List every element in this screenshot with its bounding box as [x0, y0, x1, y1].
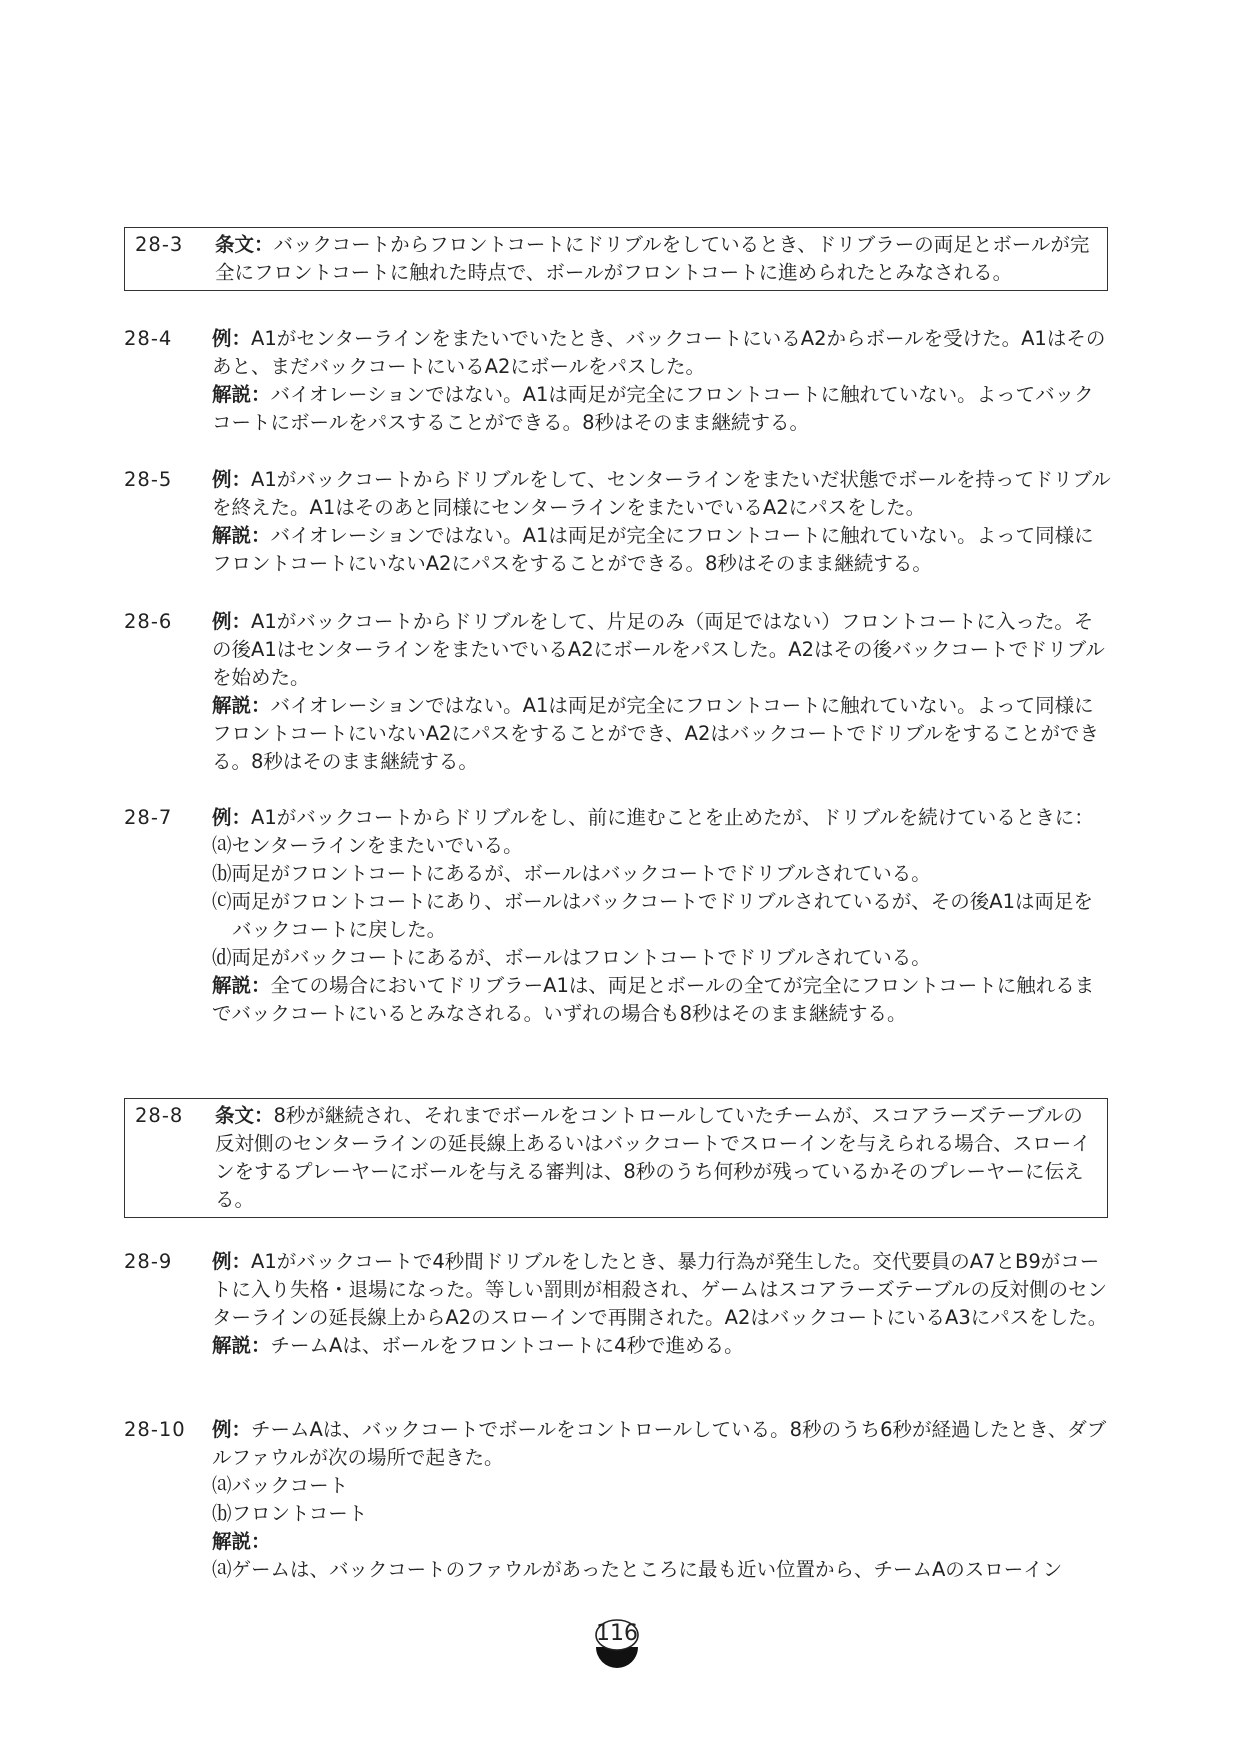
text: チームAは、バックコートでボールをコントロールしている。8秒のうち6秒が経過したとき、ダブルファウルが次の場所で起きた。	[212, 1418, 1107, 1469]
text: バイオレーションではない。A1は両足が完全にフロントコートに触れていない。よって同様にフロントコートにいないA2にパスをすることができる。8秒はそのまま継続する。	[212, 524, 1094, 575]
entry-body	[212, 466, 1112, 578]
entry-number: 28-6	[124, 610, 173, 633]
rule-text	[215, 1102, 1097, 1214]
label: 解説：	[212, 694, 271, 717]
entry-body	[215, 1102, 1097, 1214]
explanation-text	[212, 522, 1112, 578]
label: 例：	[212, 468, 252, 491]
rule-box-28-8	[124, 1098, 1108, 1218]
rule-box-28-3	[124, 227, 1108, 291]
label: 解説：	[212, 974, 271, 997]
example-text	[212, 804, 1112, 832]
label: 例：	[212, 610, 252, 633]
page-number-badge	[592, 1617, 642, 1673]
explanation-heading	[212, 1528, 1112, 1556]
entry-28-8	[135, 1102, 1097, 1214]
explanation-text	[212, 972, 1112, 1028]
entry-body	[215, 231, 1097, 287]
text: A1がバックコートからドリブルをして、片足のみ（両足ではない）フロントコートに入った。その後A1はセンターラインをまたいでいるA2にボールをパスした。A2はその後バックコートでドリブルを始めた。	[212, 610, 1105, 689]
example-text	[212, 608, 1112, 692]
rule-text	[215, 231, 1097, 287]
text: 全ての場合においてドリブラーA1は、両足とボールの全てが完全にフロントコートに触れるまでバックコートにいるとみなされる。いずれの場合も8秒はそのまま継続する。	[212, 974, 1095, 1025]
label: 解説：	[212, 1334, 271, 1357]
text: A1がバックコートからドリブルをして、センターラインをまたいだ状態でボールを持ってドリブルを終えた。A1はそのあと同様にセンターラインをまたいでいるA2にパスをした。	[212, 468, 1111, 519]
label: 条文：	[215, 1104, 274, 1127]
case-a: ⒜バックコート	[212, 1474, 349, 1497]
case-b: ⒝両足がフロントコートにあるが、ボールはバックコートでドリブルされている。	[212, 862, 931, 885]
case-b: ⒝フロントコート	[212, 1502, 368, 1525]
example-text	[212, 1416, 1112, 1472]
entry-28-7	[124, 804, 1112, 1054]
entry-body	[212, 608, 1112, 776]
label: 例：	[212, 806, 252, 829]
label: 例：	[212, 327, 252, 350]
entry-body	[212, 1416, 1112, 1584]
example-text	[212, 466, 1112, 522]
text: A1がバックコートで4秒間ドリブルをしたとき、暴力行為が発生した。交代要員のA7とB9がコートに入り失格・退場になった。等しい罰則が相殺され、ゲームはスコアラーズテーブルの反対側のセンターラインの延長線上からA2のスローインで再開された。A2はバックコートにいるA3にパスをした。	[212, 1250, 1108, 1329]
label: 解説：	[212, 1530, 271, 1553]
entry-number: 28-8	[135, 1104, 184, 1127]
text: バイオレーションではない。A1は両足が完全にフロントコートに触れていない。よって同様にフロントコートにいないA2にパスをすることができ、A2はバックコートでドリブルをすることができる。8秒はそのまま継続する。	[212, 694, 1099, 773]
case-a: ⒜センターラインをまたいでいる。	[212, 834, 523, 857]
label: 解説：	[212, 524, 271, 547]
entry-body	[212, 325, 1112, 437]
entry-body	[212, 1248, 1112, 1360]
entry-28-3	[135, 231, 1097, 287]
text: ⒜ゲームは、バックコートのファウルがあったところに最も近い位置から、チームAのスローイン	[212, 1558, 1063, 1581]
explanation-text	[212, 692, 1112, 776]
example-text	[212, 1248, 1112, 1332]
text: バイオレーションではない。A1は両足が完全にフロントコートに触れていない。よってバックコートにボールをパスすることができる。8秒はそのまま継続する。	[212, 383, 1094, 434]
label: 条文：	[215, 233, 274, 256]
entry-28-10	[124, 1416, 1112, 1610]
entry-number: 28-9	[124, 1250, 173, 1273]
entry-28-5	[124, 466, 1112, 604]
label: 解説：	[212, 383, 271, 406]
case-d: ⒟両足がバックコートにあるが、ボールはフロントコートでドリブルされている。	[212, 946, 931, 969]
example-text	[212, 325, 1112, 381]
text: A1がセンターラインをまたいでいたとき、バックコートにいるA2からボールを受けた。A1はそのあと、まだバックコートにいるA2にボールをパスした。	[212, 327, 1106, 378]
explanation-case-a	[212, 1556, 1112, 1584]
entry-number: 28-7	[124, 806, 173, 829]
entry-28-4	[124, 325, 1112, 463]
entry-number: 28-3	[135, 233, 184, 256]
entry-number: 28-5	[124, 468, 173, 491]
explanation-text	[212, 1332, 1112, 1360]
entry-28-9	[124, 1248, 1112, 1386]
label: 例：	[212, 1418, 252, 1441]
case-c: ⒞両足がフロントコートにあり、ボールはバックコートでドリブルされているが、その後A1は両足をバックコートに戻した。	[212, 890, 1094, 941]
entry-body	[212, 804, 1112, 1028]
page-number: 116	[596, 1621, 638, 1646]
label: 例：	[212, 1250, 252, 1273]
explanation-text	[212, 381, 1112, 437]
text: チームAは、ボールをフロントコートに4秒で進める。	[270, 1334, 744, 1357]
text: 8秒が継続され、それまでボールをコントロールしていたチームが、スコアラーズテーブルの反対側のセンターラインの延長線上あるいはバックコートでスローインを与えられる場合、スローインをするプレーヤーにボールを与える審判は、8秒のうち何秒が残っているかそのプレーヤーに伝える。	[215, 1104, 1091, 1211]
text: A1がバックコートからドリブルをし、前に進むことを止めたが、ドリブルを続けているときに：	[251, 806, 1094, 829]
text: バックコートからフロントコートにドリブルをしているとき、ドリブラーの両足とボールが完全にフロントコートに触れた時点で、ボールがフロントコートに進められたとみなされる。	[215, 233, 1090, 284]
entry-28-6	[124, 608, 1112, 802]
entry-number: 28-10	[124, 1418, 186, 1441]
entry-number: 28-4	[124, 327, 173, 350]
